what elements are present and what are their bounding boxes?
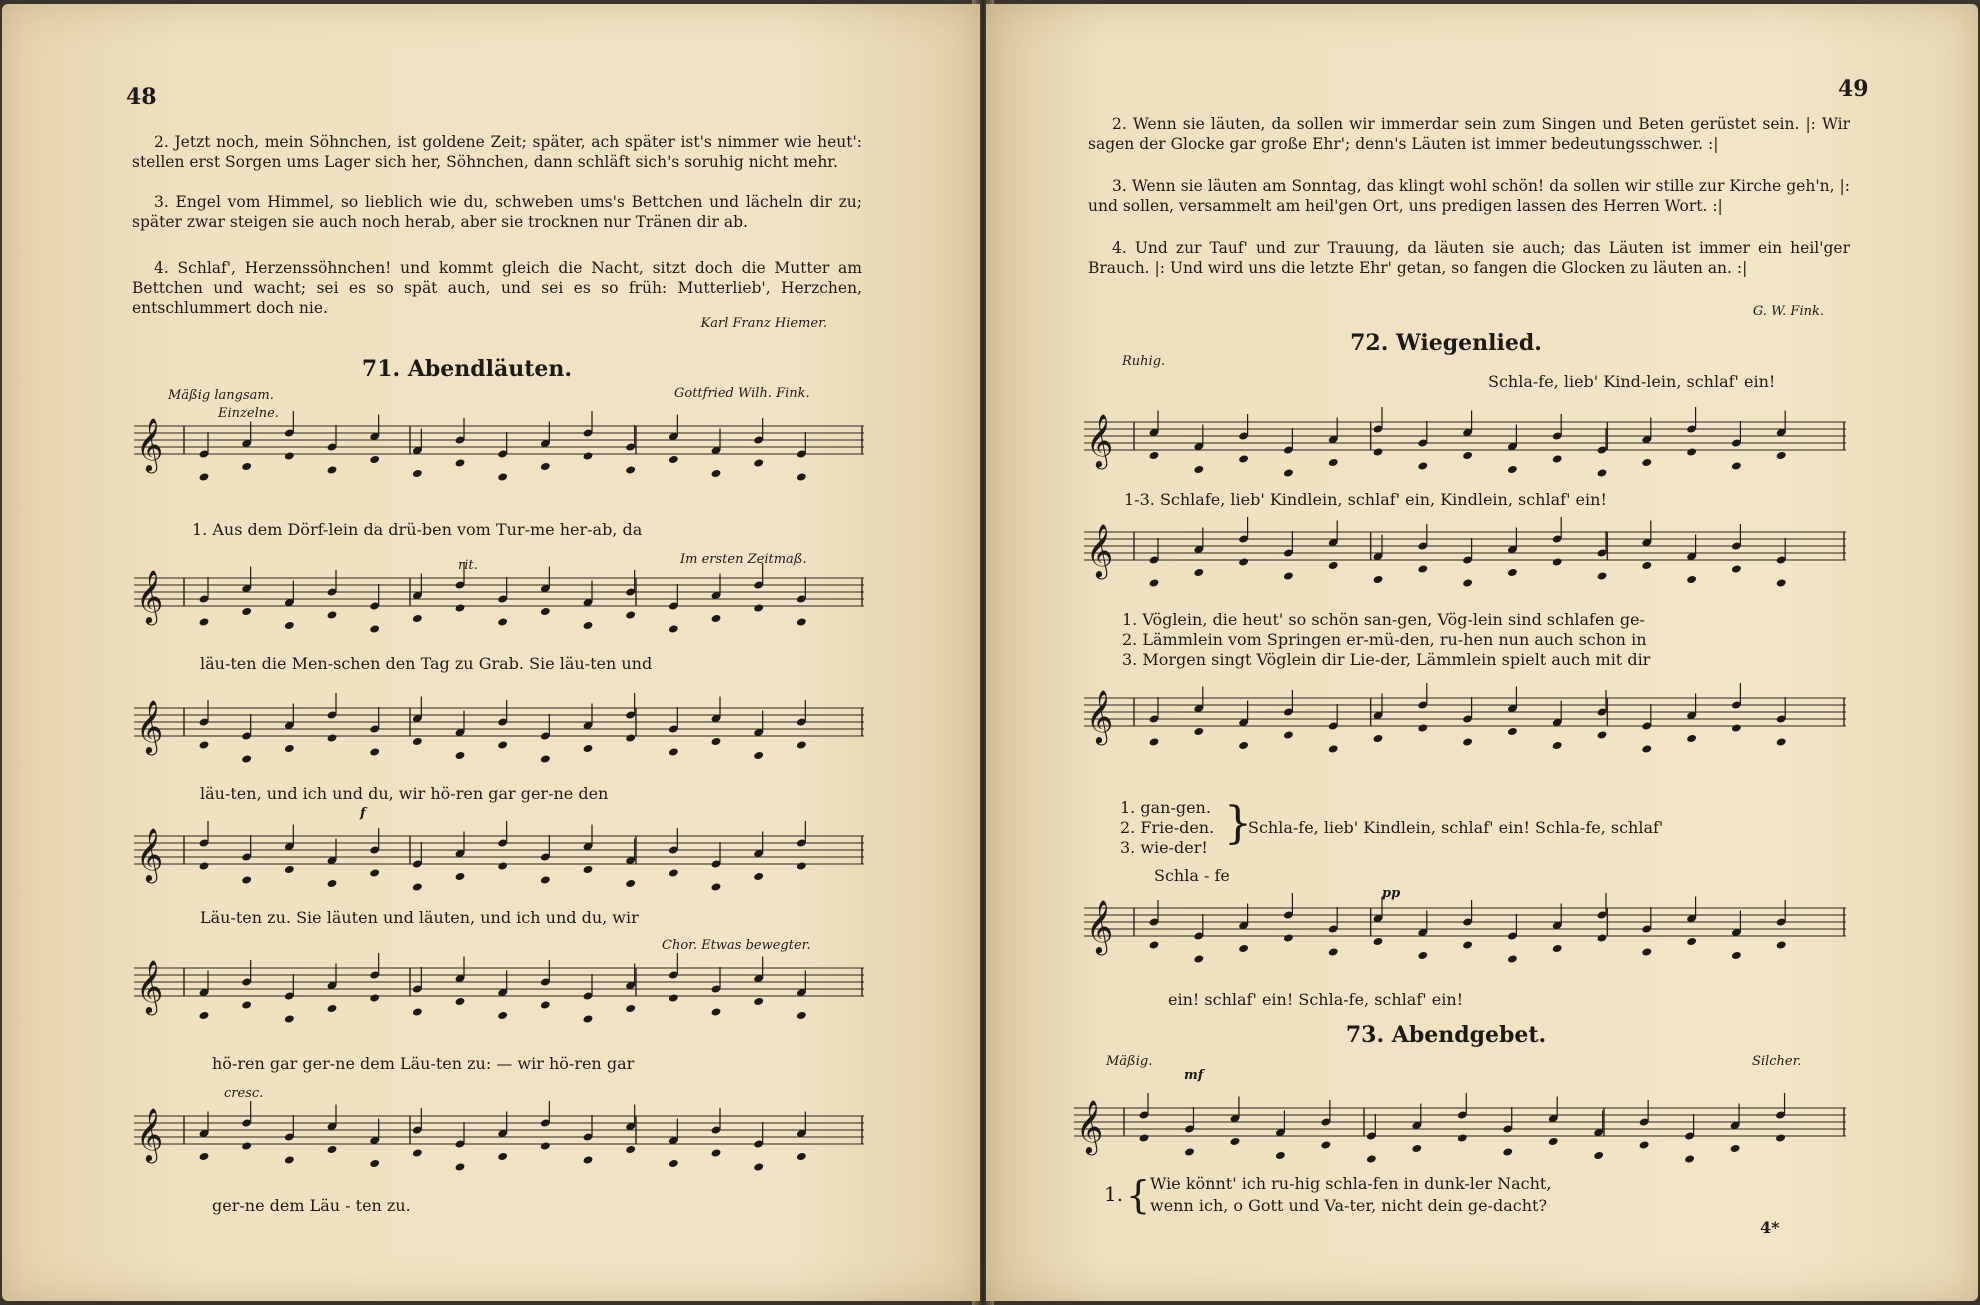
voice-marking: Einzelne. (218, 406, 279, 421)
treble-clef-icon: 𝄞 (1086, 899, 1114, 953)
treble-clef-icon: 𝄞 (1086, 523, 1114, 577)
verses-attribution: G. W. Fink. (1752, 304, 1824, 319)
note-head (1229, 1137, 1240, 1146)
note-head (1597, 468, 1608, 477)
note-head (412, 737, 423, 746)
note-head (1462, 940, 1473, 949)
note-head (753, 458, 764, 467)
verse-line-3: 3. Morgen singt Vöglein dir Lie-der, Lämmlein spielt auch mit dir (1122, 650, 1651, 669)
ending-1: 1. gan-gen. (1120, 798, 1211, 817)
staff-72-system-2 (1084, 518, 1846, 588)
note-head (668, 624, 679, 633)
note-head (327, 610, 338, 619)
note-head (1507, 954, 1518, 963)
treble-clef-icon: 𝄞 (136, 827, 164, 881)
note-head (455, 458, 466, 467)
staff-73-system-1 (1074, 1094, 1846, 1164)
treble-clef-icon: 𝄞 (136, 417, 164, 471)
note-head (1641, 458, 1652, 467)
note-head (1417, 723, 1428, 732)
note-head (284, 1014, 295, 1023)
note-head (540, 1000, 551, 1009)
lyric-73-line-2: wenn ich, o Gott und Va-ter, nicht dein ge-dacht? (1150, 1196, 1548, 1215)
note-head (1457, 1133, 1468, 1142)
note-head (668, 455, 679, 464)
note-head (1552, 741, 1563, 750)
note-head (668, 747, 679, 756)
note-head (369, 993, 380, 1002)
note-head (711, 469, 722, 478)
note-head (1193, 727, 1204, 736)
staff-system-5 (134, 954, 864, 1024)
note-head (625, 879, 636, 888)
page-number: 48 (126, 84, 157, 110)
verse-brace-73: { (1126, 1173, 1151, 1217)
staff-72-system-4 (1084, 894, 1846, 964)
note-head (199, 472, 210, 481)
note-head (1149, 578, 1160, 587)
note-head (540, 754, 551, 763)
note-head (1275, 1151, 1286, 1160)
verse-2: 2. Jetzt noch, mein Söhnchen, ist goldene Zeit; später, ach später ist's nimmer wie heut': stellen erst Sorgen ums Lager sich her, Söhnchen, dann schläft sich's soruhig nicht mehr. (132, 133, 862, 171)
note-head (412, 1148, 423, 1157)
treble-clef-icon: 𝄞 (136, 959, 164, 1013)
composer-73: Silcher. (1752, 1054, 1802, 1069)
note-head (455, 997, 466, 1006)
note-head (1149, 451, 1160, 460)
note-head (284, 621, 295, 630)
note-head (327, 733, 338, 742)
note-head (1552, 944, 1563, 953)
lyric-line-2: läu-ten die Men-schen den Tag zu Grab. Sie läu-ten und (200, 654, 653, 673)
treble-clef-icon: 𝄞 (1086, 413, 1114, 467)
lyric-line-4: Läu-ten zu. Sie läuten und läuten, und ich und du, wir (200, 908, 639, 927)
note-head (711, 882, 722, 891)
song-title-73: 73. Abendgebet. (1345, 1022, 1547, 1048)
note-head (583, 451, 594, 460)
note-head (199, 1011, 210, 1020)
note-head (412, 614, 423, 623)
note-head (497, 617, 508, 626)
note-head (1730, 1144, 1741, 1153)
note-head (1593, 1151, 1604, 1160)
note-head (796, 1152, 807, 1161)
note-head (711, 1148, 722, 1157)
note-head (1731, 951, 1742, 960)
note-head (1238, 741, 1249, 750)
note-head (1238, 557, 1249, 566)
note-head (1597, 730, 1608, 739)
staff-72-system-1 (1084, 408, 1846, 478)
note-head (796, 472, 807, 481)
note-head (583, 621, 594, 630)
note-head (1373, 447, 1384, 456)
staff-system-6 (134, 1102, 864, 1172)
note-head (1411, 1144, 1422, 1153)
ending-2: 2. Frie-den. (1120, 818, 1215, 837)
note-head (1328, 561, 1339, 570)
verse-4: 4. Schlaf', Herzenssöhnchen! und kommt gleich die Nacht, sitzt doch die Mutter am Bettchen und wacht; sei es so spät auch, und sei es so früh: Mutterlieb', Herzchen, entschlummert doch nie. (132, 259, 862, 317)
note-head (284, 1155, 295, 1164)
note-head (796, 861, 807, 870)
lyric-row-1: 1-3. Schlafe, lieb' Kindlein, schlaf' ein, Kindlein, schlaf' ein! (1124, 490, 1607, 509)
right-page (986, 4, 1978, 1301)
note-head (412, 1007, 423, 1016)
note-head (1417, 951, 1428, 960)
lyric-73-line-1: Wie könnt' ich ru-hig schla-fen in dunk-ler Nacht, (1150, 1174, 1552, 1193)
note-head (1639, 1140, 1650, 1149)
staff-system-2 (134, 564, 864, 634)
note-head (455, 872, 466, 881)
verses-attribution: Karl Franz Hiemer. (700, 316, 827, 331)
note-head (1184, 1147, 1195, 1156)
note-head (1731, 461, 1742, 470)
upper-lyric-72b: Schla - fe (1154, 866, 1230, 885)
note-head (668, 868, 679, 877)
note-head (1776, 578, 1787, 587)
note-head (1238, 944, 1249, 953)
note-head (369, 747, 380, 756)
note-head (1462, 451, 1473, 460)
note-head (369, 868, 380, 877)
note-head (1776, 451, 1787, 460)
note-head (1193, 568, 1204, 577)
note-head (540, 875, 551, 884)
note-head (1776, 737, 1787, 746)
note-head (1417, 461, 1428, 470)
note-head (1507, 568, 1518, 577)
signature-mark: 4* (1760, 1218, 1780, 1237)
note-head (1507, 727, 1518, 736)
forte-marking: f (360, 806, 366, 821)
cresc-marking: cresc. (224, 1086, 264, 1101)
note-head (753, 751, 764, 760)
note-head (369, 624, 380, 633)
note-head (1552, 557, 1563, 566)
note-head (625, 1145, 636, 1154)
treble-clef-icon: 𝄞 (1076, 1099, 1104, 1153)
note-head (625, 733, 636, 742)
note-head (796, 1011, 807, 1020)
note-head (455, 1162, 466, 1171)
verse-3: 3. Wenn sie läuten am Sonntag, das klingt wohl schön! da sollen wir stille zur Kirche geh'n, |: und sollen, versammelt am heil'gen Ort, uns predigen lassen des Herren Wort. :| (1088, 177, 1850, 215)
note-head (711, 737, 722, 746)
note-head (455, 751, 466, 760)
note-head (1149, 940, 1160, 949)
note-head (327, 1004, 338, 1013)
staff-system-3 (134, 694, 864, 764)
staff-72-system-3 (1084, 684, 1846, 754)
note-head (753, 872, 764, 881)
upper-lyric-72: Schla-fe, lieb' Kind-lein, schlaf' ein! (1488, 372, 1776, 391)
note-head (327, 879, 338, 888)
note-head (668, 1159, 679, 1168)
note-head (711, 1007, 722, 1016)
note-head (1686, 575, 1697, 584)
note-head (583, 1014, 594, 1023)
note-head (1775, 1133, 1786, 1142)
note-head (1502, 1147, 1513, 1156)
note-head (1283, 571, 1294, 580)
note-head (1641, 744, 1652, 753)
verse-4: 4. Und zur Tauf' und zur Trauung, da läuten sie auch; das Läuten ist immer ein heil'ger Brauch. |: Und wird uns die letzte Ehr' getan, so fangen die Glocken zu läuten an. :| (1088, 239, 1850, 277)
note-head (497, 1152, 508, 1161)
note-head (1283, 933, 1294, 942)
note-head (199, 617, 210, 626)
note-head (1507, 465, 1518, 474)
ending-3: 3. wie-der! (1120, 838, 1208, 857)
note-head (625, 465, 636, 474)
treble-clef-icon: 𝄞 (136, 569, 164, 623)
note-head (796, 740, 807, 749)
verse-line-1: 1. Vöglein, die heut' so schön san-gen, Vög-lein sind schlafen ge- (1122, 610, 1645, 629)
note-head (1686, 734, 1697, 743)
note-head (369, 455, 380, 464)
song-title-71: 71. Abendläuten. (361, 356, 573, 382)
note-head (753, 1162, 764, 1171)
note-head (241, 1000, 252, 1009)
note-head (583, 744, 594, 753)
note-head (284, 865, 295, 874)
note-head (1462, 737, 1473, 746)
note-head (1597, 571, 1608, 580)
note-head (583, 865, 594, 874)
note-head (1731, 564, 1742, 573)
note-head (412, 882, 423, 891)
note-head (1641, 947, 1652, 956)
note-head (583, 1155, 594, 1164)
left-page (2, 4, 980, 1301)
note-head (1686, 937, 1697, 946)
note-head (1776, 940, 1787, 949)
note-head (1731, 723, 1742, 732)
lyric-line-1: 1. Aus dem Dörf-lein da drü-ben vom Tur-me her-ab, da (192, 520, 643, 539)
page-number: 49 (1838, 76, 1869, 102)
note-head (1462, 578, 1473, 587)
note-head (497, 861, 508, 870)
note-head (327, 465, 338, 474)
note-head (241, 754, 252, 763)
verse-3: 3. Engel vom Himmel, so lieblich wie du, schweben ums's Bettchen und lächeln dir zu; später zwar steigen sie auch noch herab, aber sie trocknen nur Tränen dir ab. (132, 193, 862, 231)
composer: Gottfried Wilh. Fink. (674, 386, 810, 401)
note-head (1373, 937, 1384, 946)
note-head (1283, 730, 1294, 739)
note-head (241, 1141, 252, 1150)
note-head (455, 603, 466, 612)
note-head (540, 462, 551, 471)
tempo-primo-marking: Im ersten Zeitmaß. (680, 552, 807, 567)
note-head (1552, 454, 1563, 463)
note-head (497, 1011, 508, 1020)
staff-system-4 (134, 822, 864, 892)
note-head (1328, 744, 1339, 753)
ending-brace: } (1224, 798, 1252, 849)
note-head (1366, 1154, 1377, 1163)
note-head (1597, 933, 1608, 942)
note-head (1686, 447, 1697, 456)
tempo-marking: Mäßig langsam. (168, 388, 274, 403)
note-head (1641, 561, 1652, 570)
note-head (1548, 1137, 1559, 1146)
note-head (1238, 454, 1249, 463)
note-head (1139, 1133, 1150, 1142)
treble-clef-icon: 𝄞 (136, 699, 164, 753)
note-head (1328, 947, 1339, 956)
note-head (1193, 465, 1204, 474)
note-head (711, 614, 722, 623)
note-head (199, 1152, 210, 1161)
note-head (540, 607, 551, 616)
note-head (241, 607, 252, 616)
note-head (1684, 1154, 1695, 1163)
note-head (412, 469, 423, 478)
note-head (625, 1004, 636, 1013)
verse-number-73: 1. (1104, 1182, 1124, 1206)
note-head (241, 875, 252, 884)
note-head (1328, 458, 1339, 467)
note-head (625, 610, 636, 619)
treble-clef-icon: 𝄞 (1086, 689, 1114, 743)
note-head (497, 740, 508, 749)
note-head (668, 993, 679, 1002)
note-head (1149, 737, 1160, 746)
refrain: Schla-fe, lieb' Kindlein, schlaf' ein! Schla-fe, schlaf' (1248, 818, 1664, 837)
note-head (796, 617, 807, 626)
note-head (753, 603, 764, 612)
lyric-line-6: ger-ne dem Läu - ten zu. (212, 1196, 411, 1215)
rit-marking: rit. (458, 558, 478, 573)
verse-2: 2. Wenn sie läuten, da sollen wir immerdar sein zum Singen und Beten gerüstet sein. |: Wir sagen der Glocke gar große Ehr'; denn's Läuten ist immer bedeutungsschwer. :| (1088, 115, 1850, 153)
note-head (1283, 468, 1294, 477)
note-head (199, 740, 210, 749)
note-head (199, 861, 210, 870)
mf-marking: mf (1184, 1068, 1204, 1083)
note-head (540, 1141, 551, 1150)
note-head (1193, 954, 1204, 963)
note-head (284, 744, 295, 753)
lyric-line-3: läu-ten, und ich und du, wir hö-ren gar ger-ne den (200, 784, 609, 803)
staff-system-1 (134, 412, 864, 482)
verse-line-2: 2. Lämmlein vom Springen er-mü-den, ru-hen nun auch schon in (1122, 630, 1647, 649)
tempo-marking-72: Ruhig. (1122, 354, 1166, 369)
note-head (284, 451, 295, 460)
note-head (1417, 564, 1428, 573)
note-head (1320, 1140, 1331, 1149)
note-head (1373, 734, 1384, 743)
note-head (241, 462, 252, 471)
lyric-row-4: ein! schlaf' ein! Schla-fe, schlaf' ein! (1168, 990, 1464, 1009)
tempo-marking-73: Mäßig. (1106, 1054, 1153, 1069)
lyric-line-5: hö-ren gar ger-ne dem Läu-ten zu: — wir hö-ren gar (212, 1054, 635, 1073)
note-head (1373, 575, 1384, 584)
note-head (327, 1145, 338, 1154)
note-head (369, 1159, 380, 1168)
song-title-72: 72. Wiegenlied. (1350, 330, 1542, 356)
note-head (497, 472, 508, 481)
chor-marking: Chor. Etwas bewegter. (662, 938, 811, 953)
note-head (753, 997, 764, 1006)
pp-marking: pp (1382, 886, 1401, 901)
treble-clef-icon: 𝄞 (136, 1107, 164, 1161)
